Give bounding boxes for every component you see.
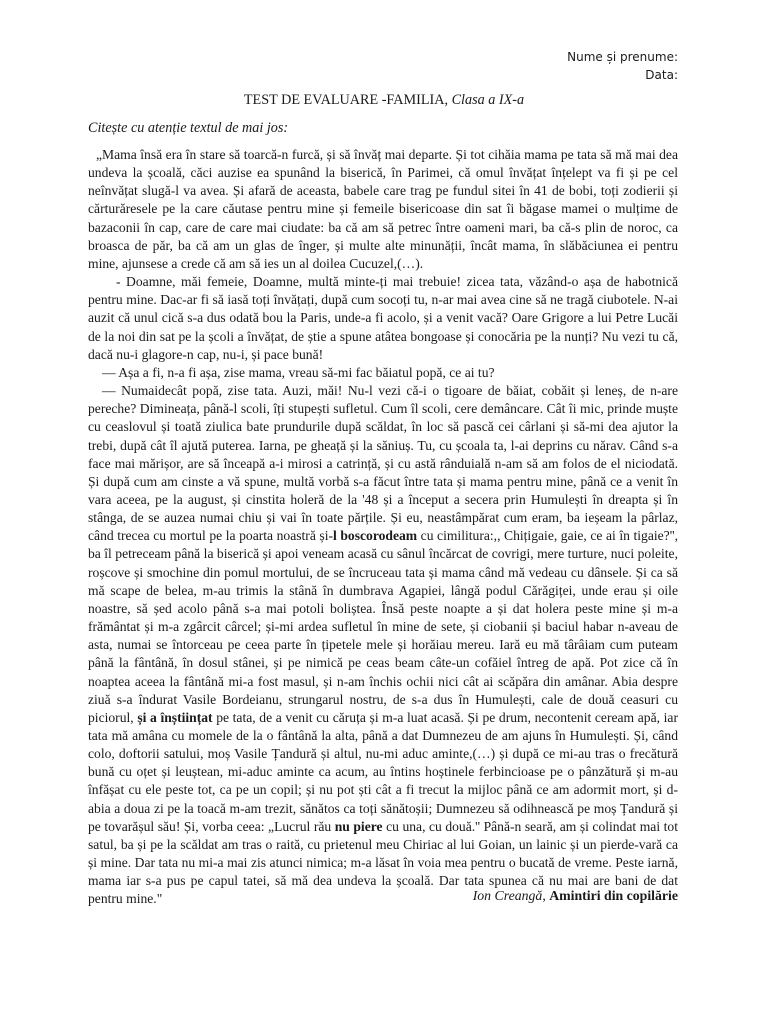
instruction-text: Citește cu atenție textul de mai jos:: [88, 120, 289, 136]
literary-excerpt: [88, 146, 678, 909]
test-title-main: TEST DE EVALUARE -FAMILIA,: [243, 92, 449, 108]
paragraph-4: [88, 382, 678, 909]
paragraph-4-part-c: pe tata, de a venit cu căruța și m-a luat acasă. Și pe drum, necontenit ceream apă, iar tata mă amâna cu momele de la o fântână la alta, până a dat Dumnezeu de am ajuns în Humulești. Și, când colo, doftorii satului, moș Vasile Țandură și altul, nu-mi aduc aminte,(…) și după ce mi-au tras o frecătură bună cu oțet și leuștean, mi-aduc aminte ca acum, au întins hoștinele ferbincioase pe o pânzătură și m-au înfășat cu ele peste tot, ca pe un copil; și nu pot ști cât a fi trecut la mijloc până ce am adormit mort, și d-abia a doua zi pe la toacă m-am trezit, sănătos ca toți sănătoșii; Dumnezeu să odihnească pe moș Țandură și pe tovarășul său! Și, vorba ceea: „Lucrul rău: [88, 709, 678, 834]
paragraph-4-part-d: cu una, cu două.'' Până-n seară, am și colindat mai tot satul, ba și pe la scăldat am tras o raită, cu prietenul meu Chiriac al lui Goian, un lainic și un pierde-vară ca și mine. Dar tata nu mi-a mai zis atunci nimica; m-a lăsat în voia mea pentru o bucată de vreme. Peste iarnă, mama iar s-a pus pe capul tatei, să mă dea undeva la școală. Dar tata spunea că nu mai are bani de dat pentru mine.": [88, 818, 678, 907]
attribution-separator: ,: [542, 888, 550, 903]
test-title: [0, 92, 768, 109]
name-label: Nume și prenume:: [567, 50, 678, 64]
test-title-class: Clasa a IX-a: [451, 92, 525, 108]
emphasis-boscorodeam: l boscorodeam: [333, 528, 418, 544]
paragraph-4-part-a: — Numaidecât popă, zise tata. Auzi, măi! Nu-l vezi că-i o tigoare de băiat, cobăit și leneș, de n-are pereche? Dimineața, până-l scoli, îți stupești sufletul. Cum îl scoli, cere demâncare. Cât îi mic, prinde muște cu ceaslovul și toată ziulica bate prundurile după scăldat, în loc să pască cei cârlani și să-mi dea ajutor la trebi, după cât îl ajută puterea. Iarna, pe gheață și la săniuș. Tu, cu școala ta, l-ai deprins cu nărav. Când s-a face mai mărișor, are să înceapă a-i mirosi a catrință, și cu astă rânduială n-am să am folos de el niciodată. Și după cum am cinste a vă spune, multă vorbă s-a făcut între tata și mama pentru mine, până ce a venit în vara aceea, pe la august, și cinstita holeră de la '48 și a început a secera prin Humulești în dreapta și în stânga, de se auzea numai chiu și vai în toate părțile. Și eu, neastâmpărat cum eram, ba ieșeam la pârlaz, când trecea cu mortul pe la poarta noastră și-: [88, 383, 678, 544]
paragraph-1: „Mama însă era în stare să toarcă-n furcă, și să învăț mai departe. Și tot cihăia mama pe tata să mă mai dea undeva la școală, căci auzise ea spunând la biserică, în Parimei, că omul învățat înțelept va fi și pe cel neînvățat slugă-l va avea. Și afară de aceasta, babele care trag pe fundul sitei în 41 de bobi, toți zodierii și cărturăresele pe la care căutase pentru mine și femeile bisericoase din sat îi băgase mamei o mulțime de bazaconii în cap, care de care mai ciudate: ba că am să petrec între oameni mari, ba că-s plin de noroc, ca broasca de păr, ba că am un glas de înger, și multe alte minunății, încât mama, în slăbăciunea ei pentru mine, ajunsese a crede că am să ies un al doilea Cucuzel,(…).: [88, 147, 678, 271]
emphasis-instiintat: și a înștiințat: [137, 709, 213, 725]
date-label: Data:: [645, 68, 678, 82]
paragraph-3: — Așa a fi, n-a fi așa, zise mama, vreau să-mi fac băiatul popă, ce ai tu?: [102, 364, 495, 380]
work-title: Amintiri din copilărie: [549, 888, 678, 903]
paragraph-4-part-b: cu cimilitura:,, Chițigaie, gaie, ce ai în tigaie?'', ba îl petreceam până la biserică și apoi veneam acasă cu sânul încărcat de covrigi, mere turture, nuci poleite, roșcove și smochine din pomul mortului, de se încruceau tata și mama când mă vedeau cu dânsele. Și ca să mă scape de belea, m-au trimis la stână în dumbrava Agapiei, lângă podul Cărăgiței, unde erau și oile noastre, să șed acolo până s-a mai potoli boliștea. Însă peste noapte a și dat holera peste mine și m-a frământat și m-a zgârcit cârcel; și-mi ardea sufletul în mine de sete, și ciobanii și baciul habar n-aveau de asta, numai se întorceau pe ceea parte în țipetele mele și horăiau mereu. Iară eu mă târâiam cum puteam până la fântână, în dosul stânei, și pe nimică pe ceas beam câte-un cofăiel întreg de apă. Pot zice că în noaptea aceea la fântână mi-a fost masul, și n-am închis ochii nici cât ai scăpăra din amânar. Abia despre ziuă s-a îndurat Vasile Bordeianu, strungarul nostru, de s-a dus în Humulești, cale de două ceasuri cu piciorul,: [88, 528, 678, 725]
student-info-header: [567, 48, 678, 84]
source-attribution: [473, 888, 678, 904]
paragraph-2: - Doamne, măi femeie, Doamne, multă minte-ți mai trebuie! zicea tata, văzând-o așa de habotnică pentru mine. Dac-ar fi să iasă toți învățați, după cum socoți tu, n-ar mai avea cine să ne tragă ciubotele. N-ai auzit că unul cică s-a dus odată bou la Paris, unde-a fi acolo, și a venit vacă? Oare Grigore a lui Petre Lucăi de la noi din sat pe la școli a învățat, de știe a spune atâtea bongoase și conocăria pe la nunți? Nu vezi tu că, dacă nu-i glagore-n cap, nu-i, și pace bună!: [88, 274, 678, 362]
author-name: Ion Creangă: [472, 888, 543, 903]
emphasis-nu-piere: nu piere: [334, 818, 383, 834]
